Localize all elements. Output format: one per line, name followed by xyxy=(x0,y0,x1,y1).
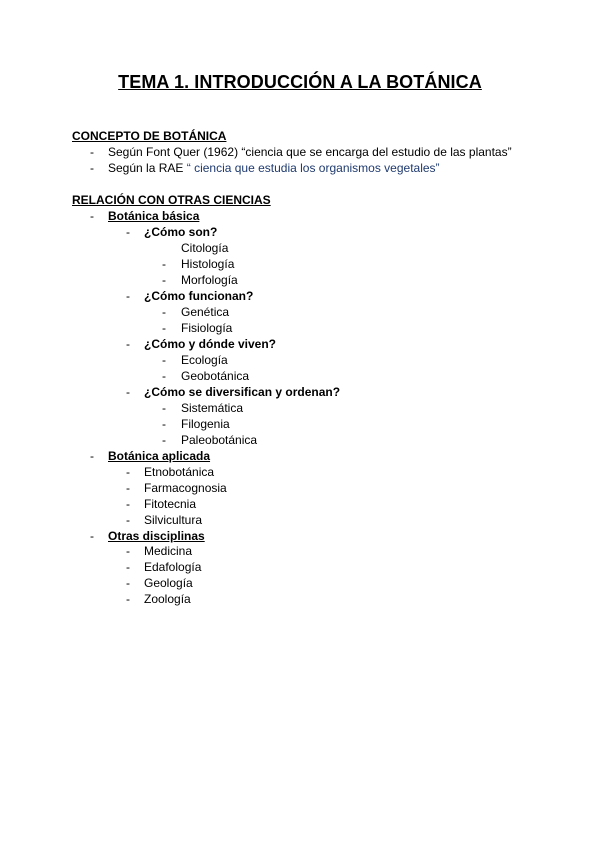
list-item: Sistemática xyxy=(181,401,244,415)
rae-quote: “ ciencia que estudia los organismos vegetales” xyxy=(186,161,440,175)
bullet-dash: - xyxy=(126,560,130,574)
list-item: Fisiología xyxy=(181,321,233,335)
bullet-dash: - xyxy=(90,449,94,463)
bullet-dash: - xyxy=(90,161,94,175)
list-item: Histología xyxy=(181,257,235,271)
bullet-dash: - xyxy=(90,209,94,223)
concepto-item-rae xyxy=(108,160,440,176)
list-item: Fitotecnia xyxy=(144,497,197,511)
bullet-dash: - xyxy=(162,273,166,287)
question-como-diversifican: ¿Cómo se diversifican y ordenan? xyxy=(144,385,341,399)
list-item: Citología xyxy=(181,241,229,255)
concepto-item-font-quer: Según Font Quer (1962) “ciencia que se encarga del estudio de las plantas” xyxy=(108,145,512,159)
question-como-donde: ¿Cómo y dónde viven? xyxy=(144,337,277,351)
question-como-son: ¿Cómo son? xyxy=(144,225,218,239)
list-item: Zoología xyxy=(144,592,191,606)
list-item: Farmacognosia xyxy=(144,481,227,495)
question-como-funcionan: ¿Cómo funcionan? xyxy=(144,289,254,303)
subheading-botanica-aplicada: Botánica aplicada xyxy=(108,449,211,463)
list-item: Etnobotánica xyxy=(144,465,215,479)
rae-prefix: Según la RAE xyxy=(108,161,184,175)
bullet-dash: - xyxy=(162,305,166,319)
bullet-dash: - xyxy=(162,353,166,367)
bullet-dash: - xyxy=(126,481,130,495)
bullet-dash: - xyxy=(126,289,130,303)
list-item: Filogenia xyxy=(181,417,230,431)
bullet-dash: - xyxy=(126,497,130,511)
bullet-dash: - xyxy=(126,592,130,606)
bullet-dash: - xyxy=(90,145,94,159)
list-item: Ecología xyxy=(181,353,228,367)
bullet-dash: - xyxy=(126,385,130,399)
bullet-dash: - xyxy=(162,321,166,335)
subheading-botanica-basica: Botánica básica xyxy=(108,209,200,223)
list-item: Geología xyxy=(144,576,193,590)
list-item: Genética xyxy=(181,305,230,319)
bullet-dash: - xyxy=(162,369,166,383)
bullet-dash: - xyxy=(126,513,130,527)
bullet-dash: - xyxy=(162,433,166,447)
bullet-dash: - xyxy=(126,465,130,479)
list-item: Geobotánica xyxy=(181,369,250,383)
bullet-dash: - xyxy=(126,225,130,239)
list-item: Silvicultura xyxy=(144,513,203,527)
bullet-dash: - xyxy=(162,257,166,271)
list-item: Paleobotánica xyxy=(181,433,258,447)
bullet-dash: - xyxy=(126,337,130,351)
list-item: Medicina xyxy=(144,544,193,558)
bullet-dash: - xyxy=(126,576,130,590)
list-item: Morfología xyxy=(181,273,238,287)
bullet-dash: - xyxy=(90,529,94,543)
bullet-dash: - xyxy=(126,544,130,558)
section-heading-relacion: RELACIÓN CON OTRAS CIENCIAS xyxy=(72,193,271,207)
bullet-dash: - xyxy=(162,401,166,415)
section-heading-concepto: CONCEPTO DE BOTÁNICA xyxy=(72,129,227,143)
list-item: Edafología xyxy=(144,560,202,574)
bullet-dash: - xyxy=(162,417,166,431)
page-title: TEMA 1. INTRODUCCIÓN A LA BOTÁNICA xyxy=(118,72,482,92)
subheading-otras-disciplinas: Otras disciplinas xyxy=(108,529,205,543)
